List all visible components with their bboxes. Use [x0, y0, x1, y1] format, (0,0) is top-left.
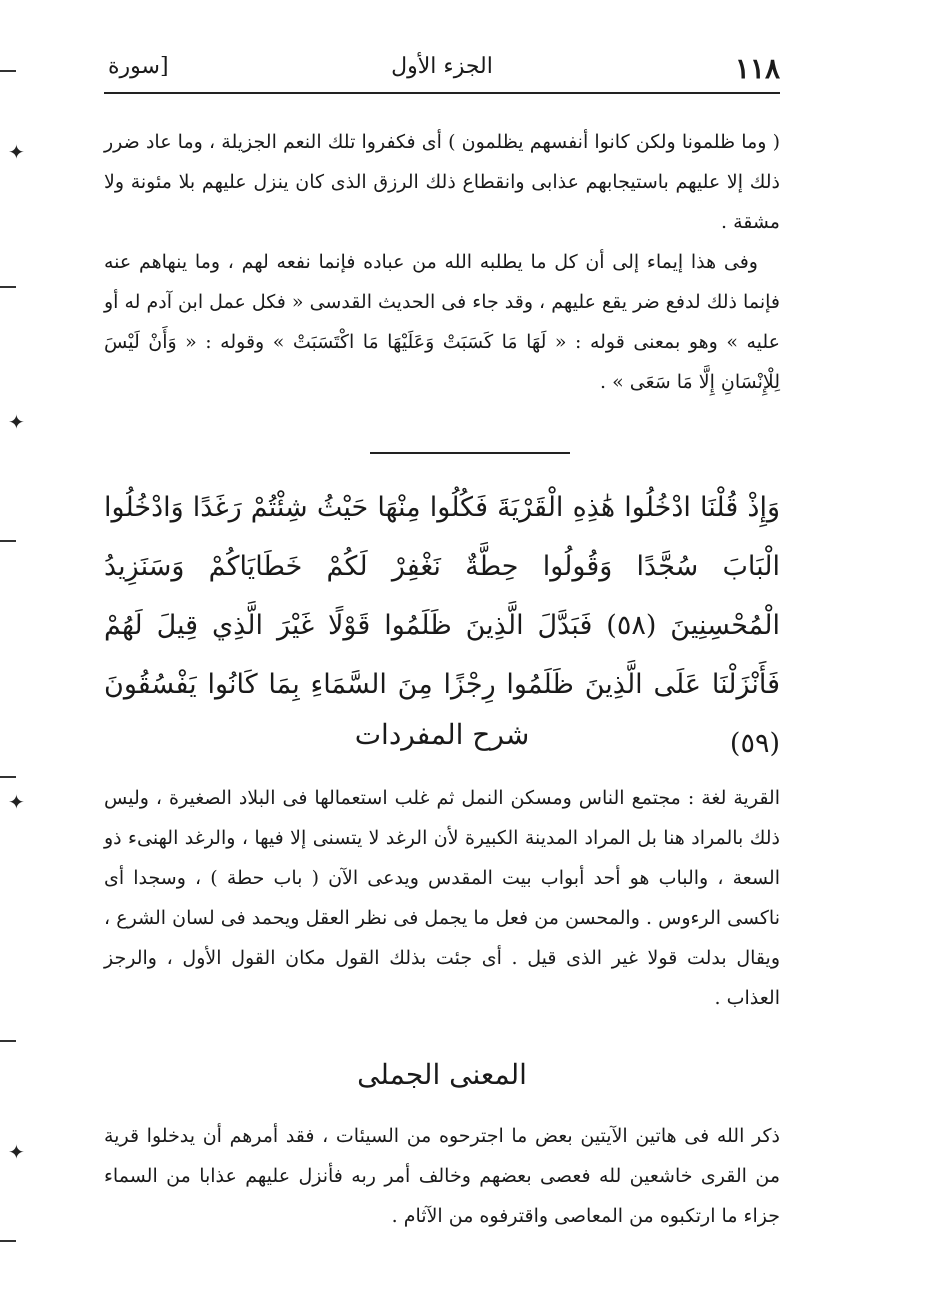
header-rule [104, 92, 780, 94]
margin-mark [0, 286, 16, 288]
section-separator [370, 452, 570, 454]
intro-section [104, 122, 780, 402]
part-title: الجزء الأول [391, 54, 493, 79]
intro-paragraph-1: ( وما ظلمونا ولكن كانوا أنفسهم يظلمون ) أى فكفروا تلك النعم الجزيلة ، وما عاد ضرر ذلك إلا عليهم باستيجابهم عذابى وانقطاع ذلك الرزق الذى كان ينزل عليهم بلا مئونة ولا مشقة . [104, 131, 780, 233]
summary-section [104, 1116, 780, 1236]
vocabulary-section [104, 778, 780, 1018]
margin-mark [0, 1040, 16, 1042]
page-header [104, 46, 780, 92]
ink-blot: ✦ [8, 140, 25, 164]
summary-paragraph: ذكر الله فى هاتين الآيتين بعض ما اجترحوه من السيئات ، فقد أمرهم أن يدخلوا قرية من القرى خاشعين لله فعصى بعضهم وخالف أمر ربه فأنزل عليهم عذابا من السماء جزاء ما ارتكبوه من المعاصى واقترفوه من الآثام . [104, 1125, 780, 1227]
summary-heading: المعنى الجملى [357, 1058, 527, 1091]
quran-verse: وَإِذْ قُلْنَا ادْخُلُوا هَٰذِهِ الْقَرْيَةَ فَكُلُوا مِنْهَا حَيْثُ شِئْتُمْ رَغَدًا وَادْخُلُوا الْبَابَ سُجَّدًا وَقُولُوا حِطَّةٌ نَغْفِرْ لَكُمْ خَطَايَاكُمْ وَسَنَزِيدُ الْمُحْسِنِينَ (٥٨) فَبَدَّلَ الَّذِينَ ظَلَمُوا قَوْلًا غَيْرَ الَّذِي قِيلَ لَهُمْ فَأَنْزَلْنَا عَلَى الَّذِينَ ظَلَمُوا رِجْزًا مِنَ السَّمَاءِ بِمَا كَانُوا يَفْسُقُونَ (٥٩) [104, 492, 780, 759]
margin-mark [0, 776, 16, 778]
ink-blot: ✦ [8, 790, 25, 814]
ink-blot: ✦ [8, 1140, 25, 1164]
surah-label: [سورة [108, 54, 169, 79]
intro-paragraph-2: وفى هذا إيماء إلى أن كل ما يطلبه الله من عباده فإنما نفعه لهم ، وما ينهاهم عنه فإنما ذلك لدفع ضر يقع عليهم ، وقد جاء فى الحديث القدسى « فكل عمل ابن آدم له أو عليه » وهو بمعنى قوله : « لَهَا مَا كَسَبَتْ وَعَلَيْهَا مَا اكْتَسَبَتْ » وقوله : « وَأَنْ لَيْسَ لِلْإِنْسَانِ إِلَّا مَا سَعَى » . [104, 251, 780, 393]
margin-mark [0, 1240, 16, 1242]
vocabulary-heading: شرح المفردات [354, 718, 530, 751]
ink-blot: ✦ [8, 410, 25, 434]
margin-mark [0, 70, 16, 72]
page-number: ١١٨ [734, 52, 780, 85]
vocabulary-paragraph: القرية لغة : مجتمع الناس ومسكن النمل ثم غلب استعمالها فى البلاد الصغيرة ، وليس ذلك بالمراد هنا بل المراد المدينة الكبيرة لأن الرغد لا يتسنى إلا فيها ، والرغد الهنىء ذو السعة ، والباب هو أحد أبواب بيت المقدس ويدعى الآن ( باب حطة ) ، وسجدا أى ناكسى الرءوس . والمحسن من فعل ما يجمل فى نظر العقل ويحمد فى لسان الشرع ، ويقال بدلت قولا غير الذى قيل . أى جئت بذلك القول مكان القول الأول ، والرجز العذاب . [104, 787, 780, 1009]
margin-mark [0, 540, 16, 542]
